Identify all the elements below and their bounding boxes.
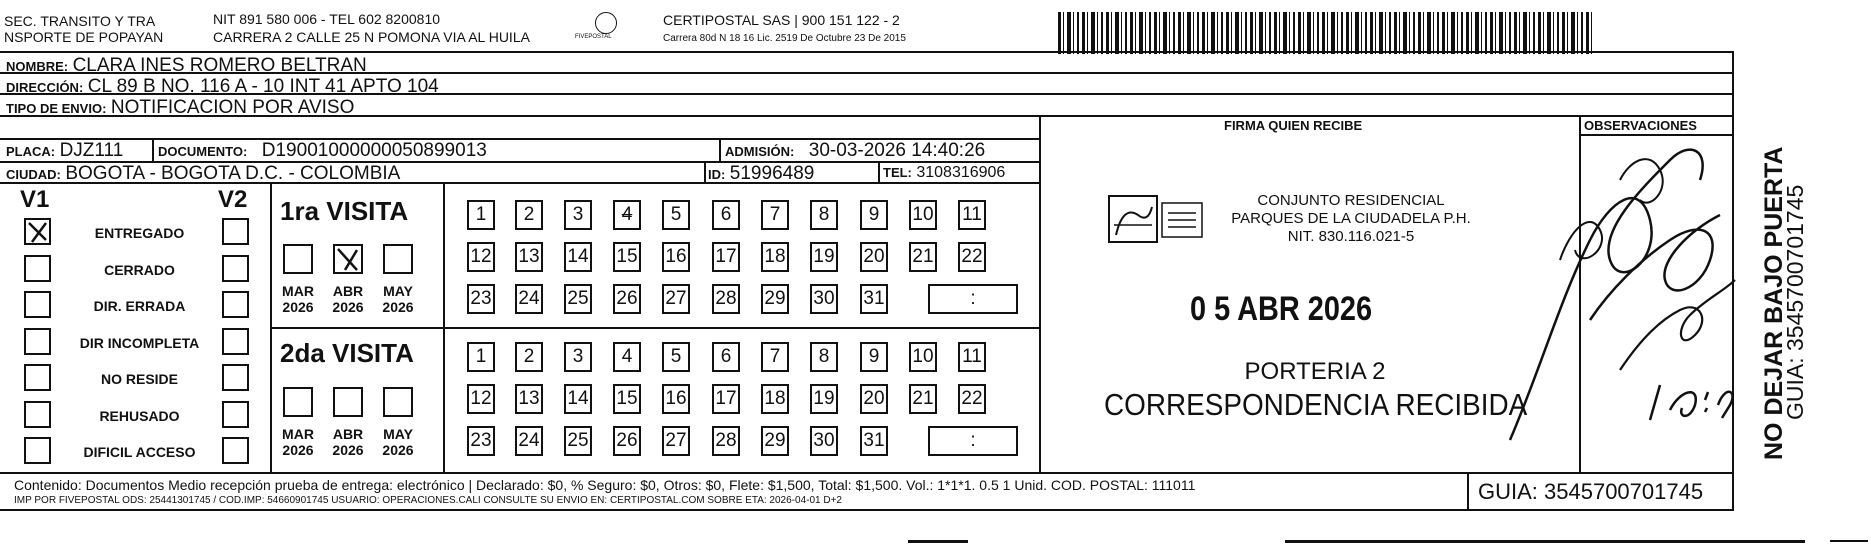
month-checkbox[interactable] xyxy=(333,244,363,274)
id-label: ID: xyxy=(708,167,726,182)
day-box[interactable]: 21 xyxy=(909,242,937,272)
month-checkbox[interactable] xyxy=(383,387,413,417)
day-box[interactable]: 18 xyxy=(761,384,789,414)
day-box[interactable]: 9 xyxy=(860,200,888,230)
stamp-org-line2: PARQUES DE LA CIUDADELA P.H. xyxy=(1231,210,1471,227)
visit1-title: 1ra VISITA xyxy=(280,196,409,226)
day-box[interactable]: 18 xyxy=(761,242,789,272)
placa-label: PLACA: xyxy=(6,144,56,159)
v2-checkbox[interactable] xyxy=(222,401,249,428)
v2-checkbox[interactable] xyxy=(222,437,249,464)
month-checkbox[interactable] xyxy=(383,244,413,274)
day-box[interactable]: 9 xyxy=(860,342,888,372)
day-box[interactable]: 1 xyxy=(467,342,495,372)
fivepostal-logo-text: FIVEPOSTAL xyxy=(575,34,612,40)
footer-guia: GUIA: 3545700701745 xyxy=(1478,479,1704,504)
day-box[interactable]: 1 xyxy=(467,200,495,230)
v2-checkbox[interactable] xyxy=(222,291,249,318)
day-box[interactable]: 30 xyxy=(810,284,838,314)
day-box[interactable]: 23 xyxy=(467,426,495,456)
reason-label: REHUSADO xyxy=(99,407,180,424)
v2-checkbox[interactable] xyxy=(222,328,249,355)
v1-label: V1 xyxy=(20,186,50,213)
day-box[interactable]: 21 xyxy=(909,384,937,414)
day-box[interactable]: 16 xyxy=(662,242,690,272)
footer-contenido: Contenido: Documentos Medio recepción prueba de entrega: electrónico | Declarado: $0, % Seguro: $0, Otros: $0, Flete: $1,500, Total: $1,500. Vol.: 1*1*1. 0.5 1 Unid. COD. POSTAL: 111011 xyxy=(14,477,1196,493)
day-box[interactable]: 22 xyxy=(958,384,986,414)
month-label: MAY 2026 xyxy=(382,426,414,458)
day-box[interactable]: 8 xyxy=(810,342,838,372)
day-box[interactable]: 4 xyxy=(613,200,641,230)
day-box[interactable]: 13 xyxy=(515,384,543,414)
day-box[interactable]: 26 xyxy=(613,284,641,314)
day-box[interactable]: 11 xyxy=(958,200,986,230)
day-box[interactable]: 26 xyxy=(613,426,641,456)
stamp-recibida: CORRESPONDENCIA RECIBIDA xyxy=(1104,387,1528,422)
footer-imp: IMP POR FIVEPOSTAL ODS: 25441301745 / COD.IMP: 54660901745 USUARIO: OPERACIONES.CALI CONSULTE SU ENVIO EN: CERTIPOSTAL.COM SOBRE ETA: 2026-04-01 D+2 xyxy=(14,495,842,506)
documento-value: D19001000000050899013 xyxy=(261,140,487,161)
month-checkbox[interactable] xyxy=(283,387,313,417)
stamp-date: 0 5 ABR 2026 xyxy=(1190,290,1373,328)
reason-label: CERRADO xyxy=(104,261,175,278)
day-box[interactable]: 12 xyxy=(467,242,495,272)
direccion-value: CL 89 B NO. 116 A - 10 INT 41 APTO 104 xyxy=(87,76,439,97)
stamp-org-line3: NIT. 830.116.021-5 xyxy=(1287,228,1415,245)
time-field[interactable]: : xyxy=(928,284,1018,314)
day-box[interactable]: 3 xyxy=(564,342,592,372)
day-box[interactable]: 7 xyxy=(761,200,789,230)
month-label: ABR 2026 xyxy=(332,283,364,315)
day-box[interactable]: 22 xyxy=(958,242,986,272)
day-box[interactable]: 10 xyxy=(909,342,937,372)
v1-checkbox[interactable] xyxy=(24,291,51,318)
day-box[interactable]: 27 xyxy=(662,426,690,456)
day-box[interactable]: 16 xyxy=(662,384,690,414)
admision-label: ADMISIÓN: xyxy=(725,144,795,159)
v1-checkbox[interactable] xyxy=(24,437,51,464)
v2-checkbox[interactable] xyxy=(222,218,249,245)
id-value: 51996489 xyxy=(729,163,815,184)
carrier-line1: CERTIPOSTAL SAS | 900 151 122 - 2 xyxy=(663,12,900,28)
fivepostal-logo-icon xyxy=(595,12,617,34)
day-box[interactable]: 15 xyxy=(613,242,641,272)
stamp-org-line1: CONJUNTO RESIDENCIAL xyxy=(1257,192,1445,209)
tel-label: TEL: xyxy=(883,165,912,180)
handwritten-signature xyxy=(1500,120,1740,460)
ciudad-label: CIUDAD: xyxy=(6,167,61,182)
day-box[interactable]: 12 xyxy=(467,384,495,414)
day-box[interactable]: 20 xyxy=(860,384,888,414)
month-checkbox[interactable] xyxy=(333,387,363,417)
v1-checkbox[interactable] xyxy=(24,401,51,428)
direccion-label: DIRECCIÓN: xyxy=(6,80,84,95)
day-box[interactable]: 31 xyxy=(860,284,888,314)
nit-line2: CARRERA 2 CALLE 25 N POMONA VIA AL HUILA xyxy=(213,29,530,45)
month-label: MAR 2026 xyxy=(282,283,314,315)
reason-label: ENTREGADO xyxy=(94,225,185,241)
tipo-envio-value: NOTIFICACION POR AVISO xyxy=(110,97,355,118)
day-box[interactable]: 6 xyxy=(712,200,740,230)
ciudad-value: BOGOTA - BOGOTA D.C. - COLOMBIA xyxy=(65,163,401,184)
nombre-label: NOMBRE: xyxy=(6,59,69,74)
sender-line2: NSPORTE DE POPAYAN xyxy=(4,29,164,45)
reason-label: DIFICIL ACCESO xyxy=(83,444,196,460)
stamp-porteria: PORTERIA 2 xyxy=(1244,358,1386,385)
day-box[interactable]: 25 xyxy=(564,426,592,456)
day-box[interactable]: 5 xyxy=(662,200,690,230)
day-box[interactable]: 2 xyxy=(515,342,543,372)
v2-label: V2 xyxy=(218,186,248,213)
tel-value: 3108316906 xyxy=(916,164,1006,181)
day-box[interactable]: 24 xyxy=(515,284,543,314)
day-box[interactable]: 29 xyxy=(761,426,789,456)
reason-label: DIR INCOMPLETA xyxy=(79,334,200,351)
sender-line1: SEC. TRANSITO Y TRA xyxy=(4,13,156,29)
v2-checkbox[interactable] xyxy=(222,255,249,282)
v1-checkbox[interactable] xyxy=(24,364,51,391)
placa-value: DJZ111 xyxy=(59,140,124,161)
v1-checkbox[interactable] xyxy=(24,328,51,355)
carrier-line2: Carrera 80d N 18 16 Lic. 2519 De Octubre 23 De 2015 xyxy=(663,33,906,44)
nit-line1: NIT 891 580 006 - TEL 602 8200810 xyxy=(213,11,441,27)
month-label: MAY 2026 xyxy=(382,283,414,315)
time-field[interactable]: : xyxy=(928,426,1018,456)
observaciones-header: OBSERVACIONES xyxy=(1584,118,1697,133)
day-box[interactable]: 10 xyxy=(909,200,937,230)
admision-value: 30-03-2026 14:40:26 xyxy=(808,140,986,161)
firma-header: FIRMA QUIEN RECIBE xyxy=(1224,118,1363,133)
day-box[interactable]: 3 xyxy=(564,200,592,230)
visit2-title: 2da VISITA xyxy=(280,338,414,368)
day-box[interactable]: 28 xyxy=(712,426,740,456)
day-box[interactable]: 25 xyxy=(564,284,592,314)
day-box[interactable]: 24 xyxy=(515,426,543,456)
no-dejar-vertical: NO DEJAR BAJO PUERTA xyxy=(1760,146,1788,460)
guia-vertical: GUIA: 3545700701745 xyxy=(1782,184,1808,420)
day-box[interactable]: 14 xyxy=(564,384,592,414)
day-box[interactable]: 7 xyxy=(761,342,789,372)
day-box[interactable]: 13 xyxy=(515,242,543,272)
day-box[interactable]: 15 xyxy=(613,384,641,414)
month-label: MAR 2026 xyxy=(282,426,314,458)
day-box[interactable]: 8 xyxy=(810,200,838,230)
day-box[interactable]: 19 xyxy=(810,384,838,414)
v1-checkbox[interactable] xyxy=(24,255,51,282)
nombre-value: CLARA INES ROMERO BELTRAN xyxy=(72,55,367,76)
day-box[interactable]: 5 xyxy=(662,342,690,372)
day-box[interactable]: 17 xyxy=(712,384,740,414)
barcode xyxy=(1058,12,1593,54)
day-box[interactable]: 6 xyxy=(712,342,740,372)
day-box[interactable]: 19 xyxy=(810,242,838,272)
day-box[interactable]: 23 xyxy=(467,284,495,314)
day-box[interactable]: 14 xyxy=(564,242,592,272)
day-box[interactable]: 27 xyxy=(662,284,690,314)
month-checkbox[interactable] xyxy=(283,244,313,274)
residencial-logo-icon xyxy=(1108,195,1208,245)
day-box[interactable]: 2 xyxy=(515,200,543,230)
v2-checkbox[interactable] xyxy=(222,364,249,391)
documento-label: DOCUMENTO: xyxy=(158,144,248,159)
day-box[interactable]: 28 xyxy=(712,284,740,314)
tipo-envio-label: TIPO DE ENVIO: xyxy=(6,101,107,116)
reason-label: NO RESIDE xyxy=(100,371,178,387)
day-box[interactable]: 4 xyxy=(613,342,641,372)
day-box[interactable]: 20 xyxy=(860,242,888,272)
reason-label: DIR. ERRADA xyxy=(93,298,186,314)
day-box[interactable]: 30 xyxy=(810,426,838,456)
day-box[interactable]: 11 xyxy=(958,342,986,372)
day-box[interactable]: 17 xyxy=(712,242,740,272)
day-box[interactable]: 29 xyxy=(761,284,789,314)
v1-checkbox[interactable] xyxy=(24,218,51,245)
day-box[interactable]: 31 xyxy=(860,426,888,456)
month-label: ABR 2026 xyxy=(332,426,364,458)
